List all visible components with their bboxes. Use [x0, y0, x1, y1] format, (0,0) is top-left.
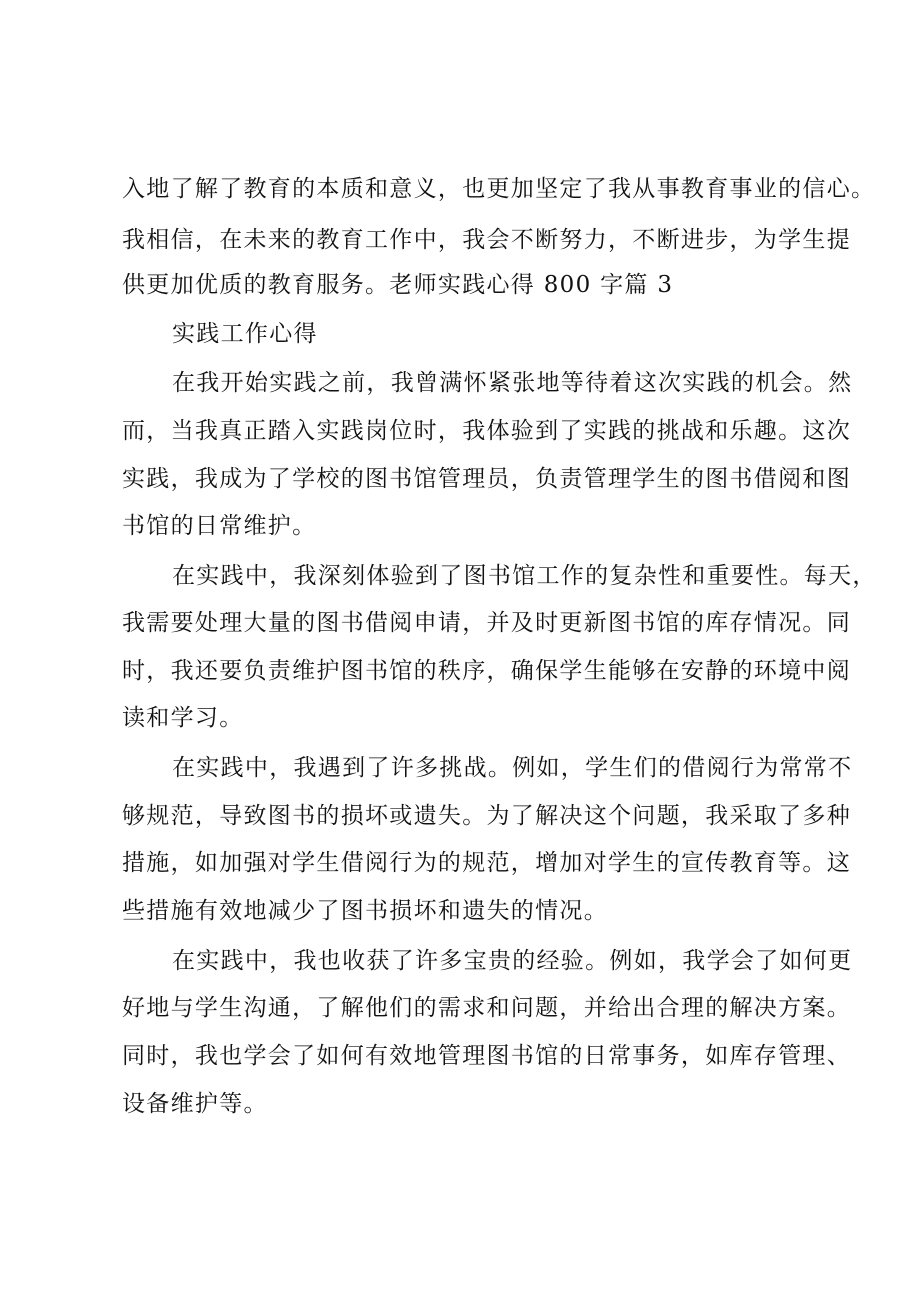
text-line: 在我开始实践之前，我曾满怀紧张地等待着这次实践的机会。然: [172, 370, 853, 396]
text-line: 书馆的日常维护。: [122, 513, 317, 539]
text-line: 入地了解了教育的本质和意义，也更加坚定了我从事教育事业的信心。: [122, 176, 876, 202]
text-line: 够规范，导致图书的损坏或遗失。为了解决这个问题，我采取了多种: [122, 803, 851, 829]
text-line: 在实践中，我也收获了许多宝贵的经验。例如，我学会了如何更: [172, 948, 853, 974]
text-line: 我相信，在未来的教育工作中，我会不断努力，不断进步，为学生提: [122, 227, 851, 253]
text-line: 而，当我真正踏入实践岗位时，我体验到了实践的挑战和乐趣。这次: [122, 418, 851, 444]
text-line: 同时，我也学会了如何有效地管理图书馆的日常事务，如库存管理、: [122, 1043, 851, 1069]
text-line: 时，我还要负责维护图书馆的秩序，确保学生能够在安静的环境中阅: [122, 658, 851, 684]
text-line: 实践，我成为了学校的图书馆管理员，负责管理学生的图书借阅和图: [122, 466, 851, 492]
text-line: 我需要处理大量的图书借阅申请，并及时更新图书馆的库存情况。同: [122, 610, 851, 636]
text-line: 在实践中，我深刻体验到了图书馆工作的复杂性和重要性。每天，: [172, 563, 877, 589]
text-line: 供更加优质的教育服务。老师实践心得 800 字篇 3: [122, 272, 674, 298]
text-line: 措施，如加强对学生借阅行为的规范，增加对学生的宣传教育等。这: [122, 850, 851, 876]
text-line: 好地与学生沟通，了解他们的需求和问题，并给出合理的解决方案。: [122, 995, 851, 1021]
text-line: 设备维护等。: [122, 1091, 268, 1117]
text-line: 读和学习。: [122, 705, 244, 731]
text-line: 些措施有效地减少了图书损坏和遗失的情况。: [122, 898, 608, 924]
text-line: 在实践中，我遇到了许多挑战。例如，学生们的借阅行为常常不: [172, 755, 853, 781]
section-heading: 实践工作心得: [172, 321, 318, 347]
